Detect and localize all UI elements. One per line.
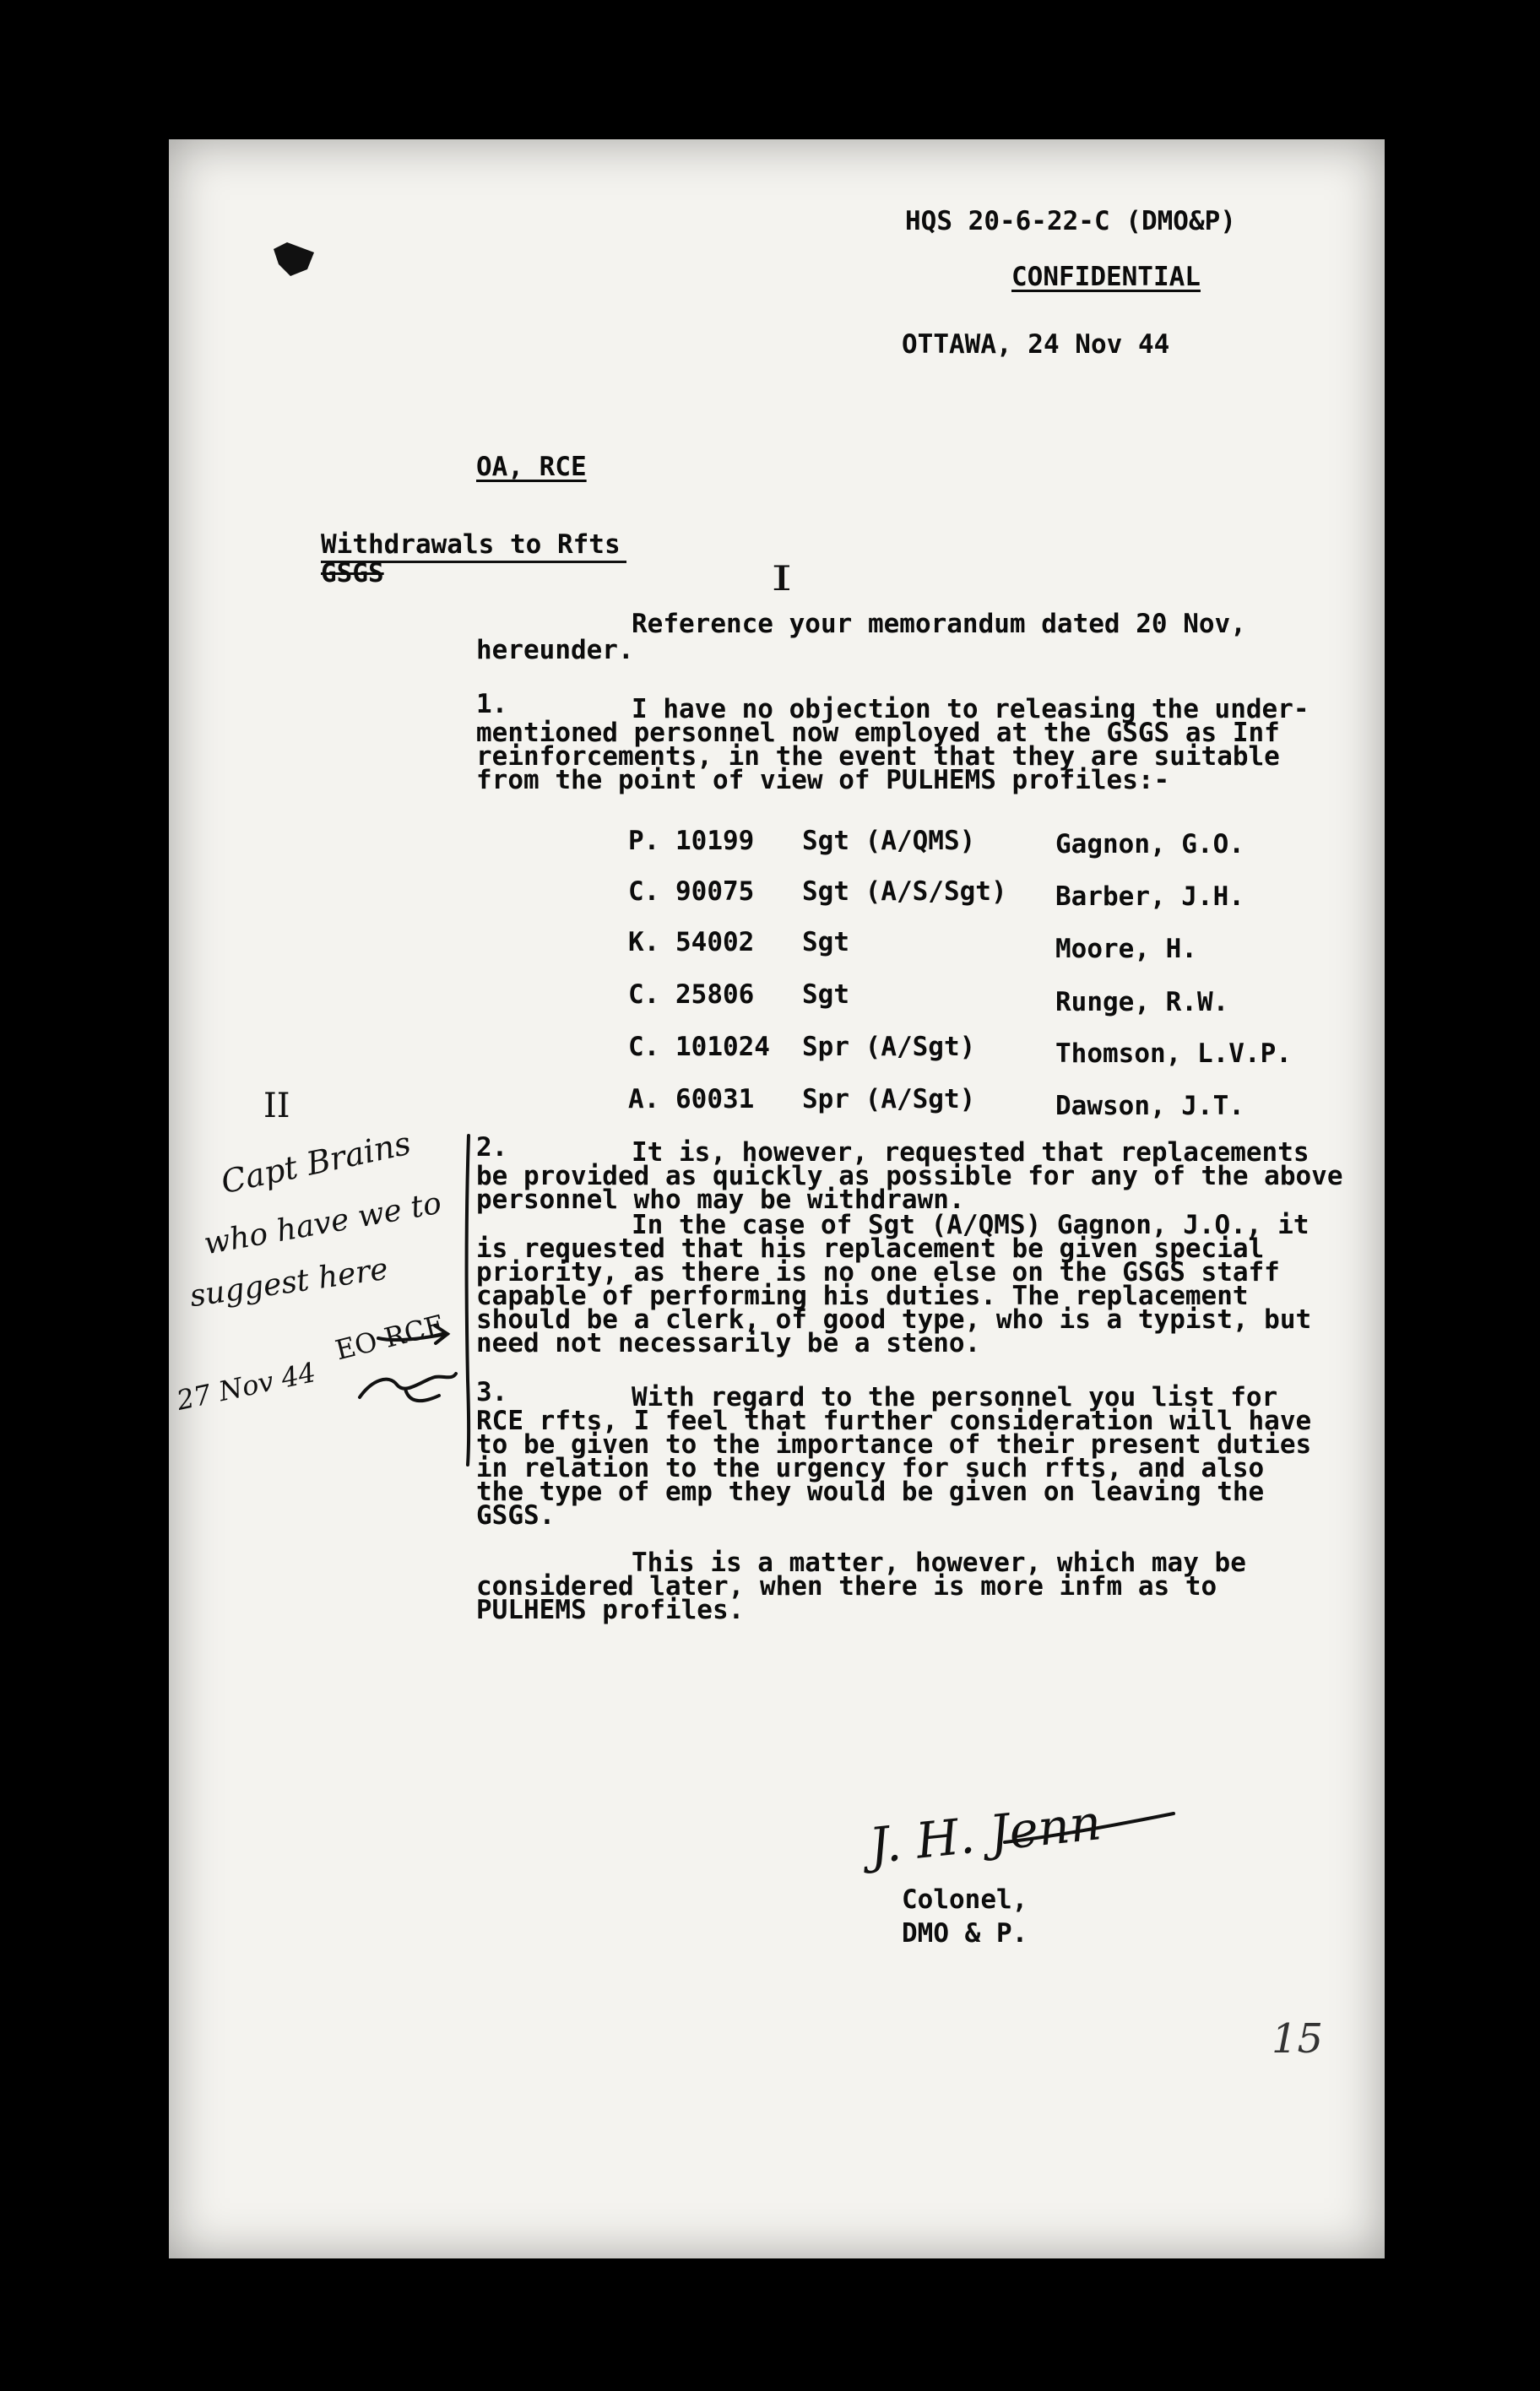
para2-line-5: is requested that his replacement be given special [476,1233,1265,1264]
para3-line-6: GSGS. [476,1500,556,1531]
para1-line-3: reinforcements, in the event that they are suitable [476,741,1280,772]
rank: Sgt (A/S/Sgt) [802,876,1007,907]
para2-line-4: In the case of Sgt (A/QMS) Gagnon, J.O., it [632,1210,1310,1240]
para3-line-9: PULHEMS profiles. [476,1595,745,1625]
margin-numeral: II [263,1087,290,1125]
para3-line-4: in relation to the urgency for such rfts, and also [476,1453,1265,1483]
ink-blot-mark [270,239,321,281]
service-number: C. 90075 [628,876,755,907]
para3-line-1: With regard to the personnel you list for [632,1382,1278,1412]
para1-line-2: mentioned personnel now employed at the GSGS as Inf [476,718,1280,748]
para3-number: 3. [476,1377,508,1407]
rank: Spr (A/Sgt) [802,1084,976,1114]
note-line-3: suggest here [187,1251,391,1315]
subject-line-2: GSGS [321,558,384,588]
para3-line-3: to be given to the importance of their present duties [476,1429,1312,1460]
service-number: K. 54002 [628,927,755,957]
para3-line-8: considered later, when there is more infm as to [476,1571,1217,1602]
signatory-rank: Colonel, [902,1884,1028,1915]
para2-line-2: be provided as quickly as possible for any of the above [476,1161,1343,1191]
addressee: OA, RCE [476,452,587,482]
para2-number: 2. [476,1132,508,1163]
person-name: Thomson, L.V.P. [1055,1038,1292,1069]
signatory-office: DMO & P. [902,1918,1028,1949]
para2-line-1: It is, however, requested that replacements [632,1137,1310,1168]
margin-numeral-top: I [771,560,793,599]
service-number: A. 60031 [628,1084,755,1114]
para2-line-3: personnel who may be withdrawn. [476,1185,965,1215]
rank: Sgt [802,979,849,1010]
document-page [169,139,1385,2258]
folio-number: 15 [1272,2015,1324,2063]
note-arrow-and-bracket [279,1127,566,1482]
para1-number: 1. [476,689,508,719]
service-number: C. 101024 [628,1032,770,1062]
para2-line-7: capable of performing his duties. The replacement [476,1281,1249,1311]
para2-line-8: should be a clerk, of good type, who is a typist, but [476,1304,1312,1335]
para1-line-4: from the point of view of PULHEMS profiles:- [476,765,1170,795]
note-initials: EO RCE [332,1308,448,1367]
service-number: C. 25806 [628,979,755,1010]
subject-line-1: Withdrawals to Rfts [321,529,621,560]
rank: Spr (A/Sgt) [802,1032,976,1062]
para2-line-9: need not necessarily be a steno. [476,1328,981,1358]
para1-line-1: I have no objection to releasing the under- [632,694,1310,724]
person-name: Barber, J.H. [1055,881,1244,912]
signature [861,1790,1182,1891]
person-name: Moore, H. [1055,934,1197,964]
note-date: 27 Nov 44 [173,1356,319,1417]
note-line-1: Capt Brains [217,1124,415,1201]
para2-line-6: priority, as there is no one else on the GSGS staff [476,1257,1280,1288]
reference-line-2: hereunder. [476,635,634,665]
para3-line-5: the type of emp they would be given on leaving the [476,1477,1265,1507]
note-line-2: who have we to [201,1185,444,1262]
signature-text: J. H. Jenn [866,1793,1104,1875]
service-number: P. 10199 [628,826,755,856]
reference-line-1: Reference your memorandum dated 20 Nov, [632,609,1246,639]
rank: Sgt [802,927,849,957]
para3-line-7: This is a matter, however, which may be [632,1548,1246,1578]
person-name: Dawson, J.T. [1055,1091,1244,1121]
place-and-date: OTTAWA, 24 Nov 44 [902,329,1170,360]
file-reference: HQS 20-6-22-C (DMO&P) [905,206,1236,236]
classification-marking: CONFIDENTIAL [1011,262,1201,292]
person-name: Gagnon, G.O. [1055,829,1244,859]
para3-line-2: RCE rfts, I feel that further consideration will have [476,1406,1312,1436]
rank: Sgt (A/QMS) [802,826,976,856]
person-name: Runge, R.W. [1055,987,1229,1017]
